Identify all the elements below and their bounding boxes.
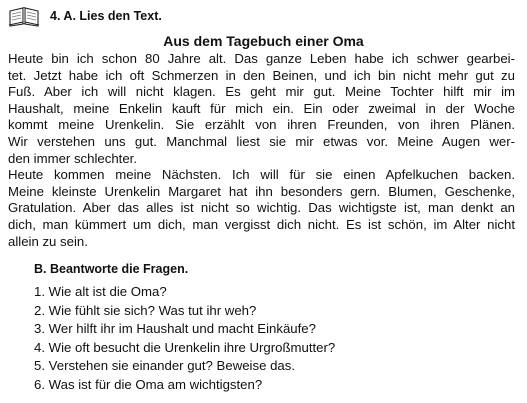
text-line: Fuß. Aber ich will nicht klagen. Es geht mir gut. Meine Tochter hilft mir im xyxy=(8,84,515,100)
question-item: 5. Verstehen sie einander gut? Beweise das. xyxy=(34,358,295,374)
question-item: 1. Wie alt ist die Oma? xyxy=(34,284,167,299)
question-item: 3. Wer hilft ihr im Haushalt und macht Einkäufe? xyxy=(34,321,316,337)
text-line: Heute kommen meine Nächsten. Ich will für sie einen Apfelkuchen backen. xyxy=(8,167,515,183)
question-item: 6. Was ist für die Oma am wichtigsten? xyxy=(34,376,263,392)
task-title: 4. A. Lies den Text. xyxy=(50,9,162,23)
section-b-title: B. Beantworte die Fragen. xyxy=(34,262,189,276)
question-item: 2. Wie fühlt sie sich? Was tut ihr weh? xyxy=(34,302,257,318)
text-line: Heute bin ich schon 80 Jahre alt. Das ganze Leben habe ich schwer gearbei- xyxy=(8,51,515,66)
text-title: Aus dem Tagebuch einer Oma xyxy=(163,33,364,49)
text-line: dich, man kümmert um dich, man vergisst dich nicht. Es ist schön, im Alter nicht xyxy=(8,216,515,232)
text-line: Gratulation. Aber das alles ist nicht so wichtig. Das wichtigste ist, man denkt an xyxy=(8,200,515,216)
question-item: 4. Wie oft besucht die Urenkelin ihre Urgroßmutter? xyxy=(34,339,336,355)
text-line: Meine kleinste Urenkelin Margaret hat ihn besonders gern. Blumen, Geschenke, xyxy=(8,183,515,199)
paragraph-2 xyxy=(8,167,515,250)
text-line: Haushalt, meine Enkelin kauft für mich ein. Ein oder zweimal in der Woche xyxy=(8,100,515,116)
text-line: tet. Jetzt habe ich oft Schmerzen in den Beinen, und ich bin nicht mehr gut zu xyxy=(8,67,515,83)
text-line: kommt meine Urenkelin. Sie erzählt von ihren Freunden, von ihren Plänen. xyxy=(8,117,515,133)
book-icon xyxy=(8,5,40,27)
task-header xyxy=(8,4,162,28)
paragraph-1 xyxy=(8,51,515,167)
text-line: allein zu sein. xyxy=(8,233,88,249)
text-line: den immer schlechter. xyxy=(8,150,137,166)
text-line: Wir verstehen uns gut. Manchmal liest sie mir etwas vor. Meine Augen wer- xyxy=(8,133,515,149)
question-list xyxy=(34,283,335,395)
text-body xyxy=(8,51,515,250)
